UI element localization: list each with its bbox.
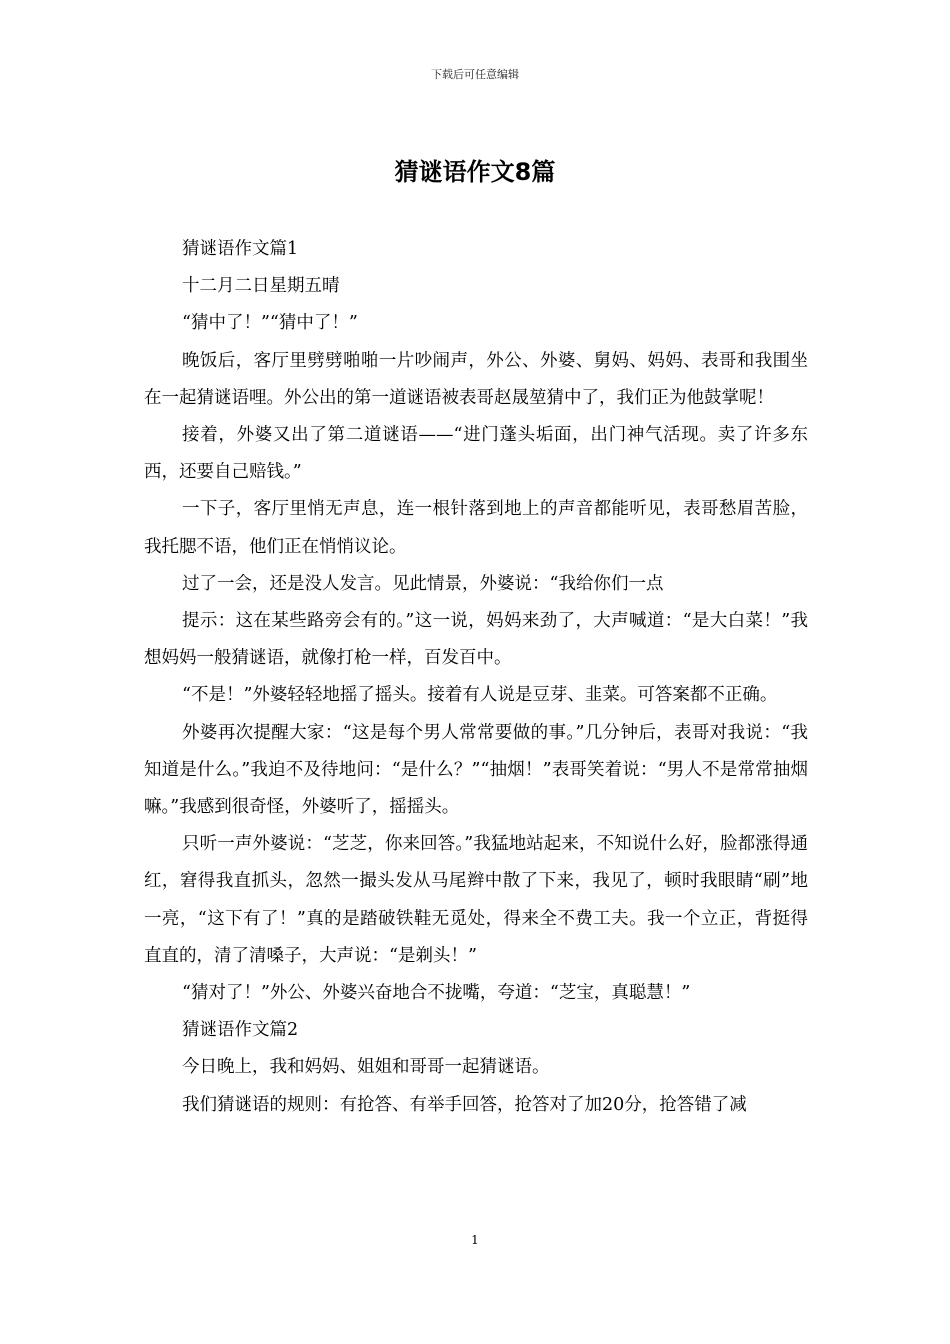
paragraph: 外婆再次提醒大家：“这是每个男人常常要做的事。”几分钟后，表哥对我说：“我知道是什么。”我迫不及待地问：“是什么？”“抽烟！”表哥笑着说：“男人不是常常抽烟嘛。”我感到很奇怪，外婆听了，摇摇头。 xyxy=(144,722,808,818)
page-header-note: 下载后可任意编辑 xyxy=(431,68,519,81)
paragraph: 接着，外婆又出了第二道谜语——“进门蓬头垢面，出门神气活现。卖了许多东西，还要自己赔钱。” xyxy=(144,425,808,483)
section-heading: 猜谜语作文篇2 xyxy=(182,1020,299,1041)
paragraph: 今日晚上，我和妈妈、姐姐和哥哥一起猜谜语。 xyxy=(182,1057,550,1078)
paragraph: “猜中了！”“猜中了！” xyxy=(182,313,358,334)
paragraph: 我们猜谜语的规则：有抢答、有举手回答，抢答对了加20分，抢答错了减 xyxy=(182,1094,747,1115)
paragraph: 十二月二日星期五晴 xyxy=(182,276,340,297)
page-number: 1 xyxy=(471,1233,479,1247)
paragraph: 晚饭后，客厅里劈劈啪啪一片吵闹声，外公、外婆、舅妈、妈妈、表哥和我围坐在一起猜谜语哩。外公出的第一道谜语被表哥赵晟堃猜中了，我们正为他鼓掌呢！ xyxy=(144,350,808,408)
document-body xyxy=(144,231,808,1124)
paragraph: “不是！”外婆轻轻地摇了摇头。接着有人说是豆芽、韭菜。可答案都不正确。 xyxy=(182,685,778,706)
paragraph: “猜对了！”外公、外婆兴奋地合不拢嘴，夸道：“芝宝，真聪慧！” xyxy=(182,983,691,1004)
document-title: 猜谜语作文8篇 xyxy=(394,158,556,186)
section-heading: 猜谜语作文篇1 xyxy=(182,239,299,259)
paragraph: 提示：这在某些路旁会有的。”这一说，妈妈来劲了，大声喊道：“是大白菜！”我想妈妈一般猜谜语，就像打枪一样，百发百中。 xyxy=(144,611,808,669)
paragraph: 过了一会，还是没人发言。见此情景，外婆说：“我给你们一点 xyxy=(182,573,664,594)
paragraph: 一下子，客厅里悄无声息，连一根针落到地上的声音都能听见，表哥愁眉苦脸，我托腮不语，他们正在悄悄议论。 xyxy=(144,499,808,557)
paragraph: 只听一声外婆说：“芝芝，你来回答。”我猛地站起来，不知说什么好，脸都涨得通红，窘得我直抓头，忽然一撮头发从马尾辫中散了下来，我见了，顿时我眼睛“刷”地一亮，“这下有了！”真的是踏破铁鞋无觅处，得来全不费工夫。我一个立正，背挺得直直的，清了清嗓子，大声说：“是剃头！” xyxy=(144,834,808,966)
